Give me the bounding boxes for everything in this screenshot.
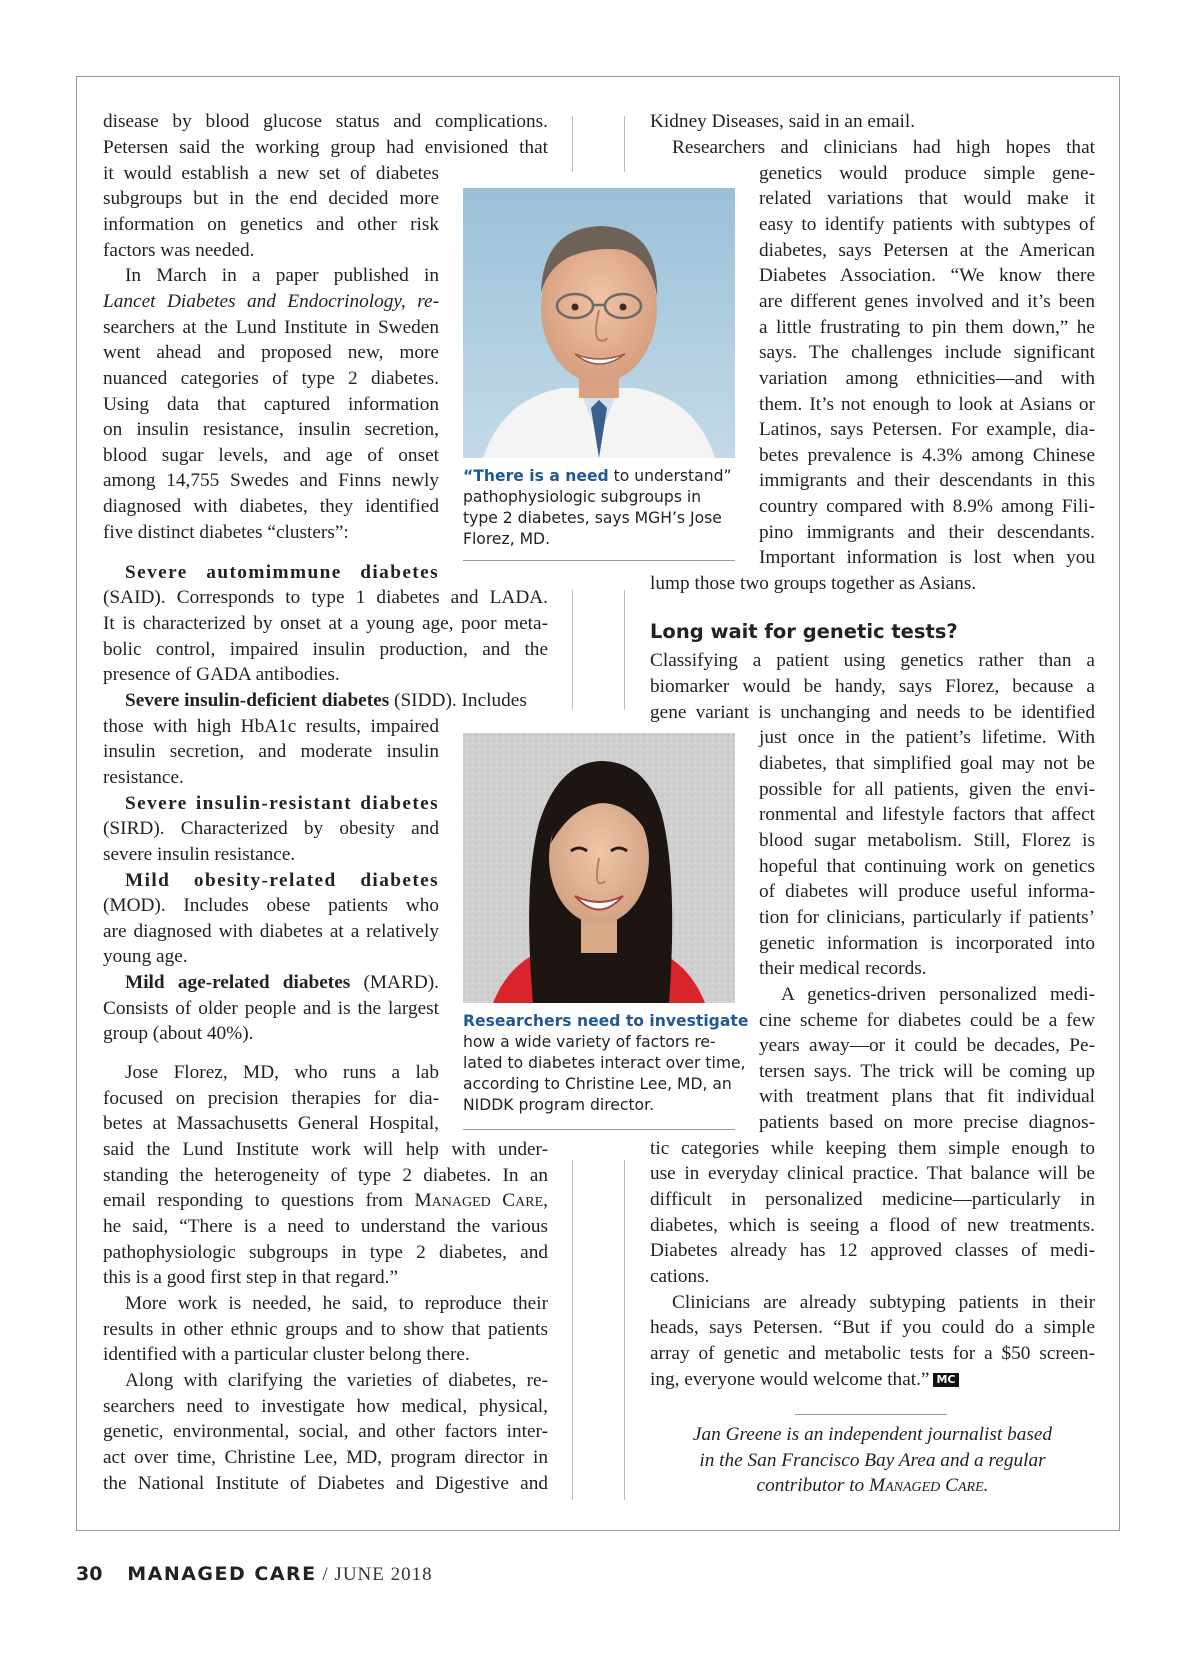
body-line: pino immigrants and their descendants. (759, 522, 1095, 543)
caption-rule (463, 1129, 735, 1130)
column-rule (572, 590, 573, 710)
caption-rule (463, 560, 735, 561)
body-line: Diabetes already has 12 approved classes of medi- (650, 1240, 1095, 1261)
body-line: diabetes, says Petersen at the American (759, 240, 1095, 261)
body-line: presence of GADA antibodies. (103, 664, 340, 685)
body-line: A genetics-driven personalized medi- (781, 984, 1095, 1005)
caption-florez: “There is a need to understand” pathophysiologic subgroups in type 2 diabetes, says MGH’s Jose Florez, MD. (463, 467, 732, 548)
section-heading: Long wait for genetic tests? (650, 620, 958, 643)
body-line: just once in the patient’s lifetime. With (759, 727, 1095, 748)
body-line: related variations that would make it (759, 188, 1095, 209)
body-line: searchers at the Lund Institute in Sweden (103, 317, 439, 338)
body-line: Kidney Diseases, said in an email. (650, 111, 916, 132)
body-line: severe insulin resistance. (103, 844, 296, 865)
body-line: the National Institute of Diabetes and Digestive and (103, 1473, 548, 1494)
body-line: easy to identify patients with subtypes of (759, 214, 1095, 235)
body-line: focused on precision therapies for dia- (103, 1088, 439, 1109)
body-line: bolic control, impaired insulin production, and the (103, 639, 548, 660)
column-rule (624, 116, 625, 172)
body-line: pathophysiologic subgroups in type 2 diabetes, and (103, 1242, 548, 1263)
body-line: years away—or it could be decades, Pe- (759, 1035, 1095, 1056)
body-line: Jose Florez, MD, who runs a lab (125, 1062, 439, 1083)
body-line: their medical records. (759, 958, 927, 979)
photo-jose-florez (463, 188, 735, 458)
cluster-heading: Severe insulin-deficient diabetes (SIDD). Includes (125, 690, 527, 711)
portrait-man-illustration (463, 188, 735, 458)
body-line: he said, “There is a need to understand the various (103, 1216, 548, 1237)
body-line: standing the heterogeneity of type 2 diabetes. In an (103, 1165, 548, 1186)
body-line: among 14,755 Swedes and Finns newly (103, 470, 439, 491)
cluster-heading: Severe automimmune diabetes (125, 562, 439, 583)
body-line: blood sugar levels, and age of onset (103, 445, 439, 466)
body-line: tic categories while keeping them simple enough to (650, 1138, 1095, 1159)
body-line: diabetes, which is seeing a flood of new treatments. (650, 1215, 1095, 1236)
mc-end-mark: MC (933, 1373, 958, 1387)
body-line: genetics would produce simple gene- (759, 163, 1095, 184)
page-number: 30 (76, 1563, 103, 1585)
caption-lee: Researchers need to investigate how a wide variety of factors re- lated to diabetes interact over time, according to Christine Lee, MD, an NIDDK program director. (463, 1012, 749, 1114)
portrait-woman-illustration (463, 733, 735, 1003)
body-line: searchers need to investigate how medical, physical, (103, 1396, 548, 1417)
body-line: on insulin resistance, insulin secretion, (103, 419, 439, 440)
body-line: Classifying a patient using genetics rather than a (650, 650, 1095, 671)
body-line: ing, everyone would welcome that.” MC (650, 1367, 1095, 1393)
body-line: Along with clarifying the varieties of diabetes, re- (125, 1370, 548, 1391)
body-line: it would establish a new set of diabetes (103, 163, 439, 184)
body-line: Diabetes Association. “We know there (759, 265, 1095, 286)
body-line: them. It’s not enough to look at Asians or (759, 394, 1095, 415)
body-line: tersen says. The trick will be coming up (759, 1061, 1095, 1082)
body-line: blood sugar metabolism. Still, Florez is (759, 830, 1095, 851)
body-line: In March in a paper published in (125, 265, 439, 286)
body-line: cations. (650, 1266, 710, 1287)
body-line: diabetes, that simplified goal may not be (759, 753, 1095, 774)
body-line: lump those two groups together as Asians. (650, 573, 977, 594)
body-line: variation among ethnicities—and with (759, 368, 1095, 389)
body-line: (SIRD). Characterized by obesity and (103, 818, 439, 839)
body-line: group (about 40%). (103, 1023, 254, 1044)
body-line: gene variant is unchanging and needs to be identified (650, 702, 1095, 723)
body-line: heads, says Petersen. “But if you could do a simple (650, 1317, 1095, 1338)
body-line (103, 289, 439, 315)
body-line: five distinct diabetes “clusters”: (103, 522, 349, 543)
column-rule (624, 1160, 625, 1500)
page-footer (76, 1563, 433, 1586)
magazine-name: MANAGED CARE (127, 1563, 317, 1585)
body-line: use in everyday clinical practice. That balance will be (650, 1163, 1095, 1184)
body-line: Latinos, says Petersen. For example, dia- (759, 419, 1095, 440)
body-line: genetic information is incorporated into (759, 933, 1095, 954)
body-line: those with high HbA1c results, impaired (103, 716, 439, 737)
body-line: went ahead and proposed new, more (103, 342, 439, 363)
body-line: Using data that captured information (103, 394, 439, 415)
body-line: country compared with 8.9% among Fili- (759, 496, 1095, 517)
body-line: with treatment plans that fit individual (759, 1086, 1095, 1107)
caption-highlight: “There is a need (463, 467, 609, 485)
body-line: insulin secretion, and moderate insulin (103, 741, 439, 762)
body-line: act over time, Christine Lee, MD, program director in (103, 1447, 548, 1468)
body-line: biomarker would be handy, says Florez, because a (650, 676, 1095, 697)
body-line: Researchers and clinicians had high hopes that (672, 137, 1095, 158)
body-line: genetic, environmental, social, and other factors inter- (103, 1421, 548, 1442)
body-line: patients based on more precise diagnos- (759, 1112, 1095, 1133)
body-line: More work is needed, he said, to reproduce their (125, 1293, 548, 1314)
body-line: said the Lund Institute work will help with under- (103, 1139, 548, 1160)
body-line: It is characterized by onset at a young age, poor meta- (103, 613, 548, 634)
issue-date: JUNE 2018 (334, 1564, 433, 1585)
photo-christine-lee (463, 733, 735, 1003)
body-line: disease by blood glucose status and complications. (103, 111, 548, 132)
body-line: nuanced categories of type 2 diabetes. (103, 368, 439, 389)
body-line: a little frustrating to pin them down,” he (759, 317, 1095, 338)
body-line: betes at Massachusetts General Hospital, (103, 1113, 439, 1134)
column-rule (624, 590, 625, 710)
body-line: resistance. (103, 767, 184, 788)
column-rule (572, 116, 573, 172)
body-line: subgroups but in the end decided more (103, 188, 439, 209)
body-line: results in other ethnic groups and to show that patients (103, 1319, 548, 1340)
author-bio-line: in the San Francisco Bay Area and a regular (699, 1450, 1046, 1471)
body-line: says. The challenges include significant (759, 342, 1095, 363)
body-line: (MOD). Includes obese patients who (103, 895, 439, 916)
footer-separator: / (316, 1564, 335, 1585)
body-line: (SAID). Corresponds to type 1 diabetes and LADA. (103, 587, 548, 608)
body-line: identified with a particular cluster belong there. (103, 1344, 470, 1365)
body-line: diagnosed with diabetes, they identified (103, 496, 439, 517)
body-line: difficult in personalized medicine—particularly in (650, 1189, 1095, 1210)
body-line: Important information is lost when you (759, 547, 1095, 568)
author-bio-line: contributor to Managed Care. (756, 1475, 989, 1496)
body-line: are different genes involved and it’s been (759, 291, 1095, 312)
cluster-heading: Mild age-related diabetes (MARD). (125, 972, 439, 993)
bio-rule (795, 1414, 947, 1415)
cluster-heading: Severe insulin-resistant diabetes (125, 793, 439, 814)
body-line: this is a good first step in that regard.” (103, 1267, 399, 1288)
cluster-heading: Mild obesity-related diabetes (125, 870, 439, 891)
body-line: are diagnosed with diabetes at a relatively (103, 921, 439, 942)
body-line: Clinicians are already subtyping patients in their (672, 1292, 1095, 1313)
author-bio-line: Jan Greene is an independent journalist based (692, 1424, 1053, 1445)
body-line: factors was needed. (103, 240, 255, 261)
body-line: hopeful that continuing work on genetics (759, 856, 1095, 877)
body-line: email responding to questions from Managed Care, (103, 1190, 548, 1211)
body-line: information on genetics and other risk (103, 214, 439, 235)
body-line: immigrants and their descendants in this (759, 470, 1095, 491)
body-line: young age. (103, 946, 188, 967)
body-line: Consists of older people and is the largest (103, 998, 439, 1019)
caption-highlight: Researchers need to investigate (463, 1012, 749, 1030)
body-line: betes prevalence is 4.3% among Chinese (759, 445, 1095, 466)
column-rule (572, 1160, 573, 1500)
body-line: tion for clinicians, particularly if patients’ (759, 907, 1095, 928)
body-line: cine scheme for diabetes could be a few (759, 1010, 1095, 1031)
journal-title: Lancet Diabetes and Endocrinology, re- (103, 291, 439, 312)
body-line: Petersen said the working group had envisioned that (103, 137, 548, 158)
body-line: possible for all patients, given the envi- (759, 779, 1095, 800)
body-line: array of genetic and metabolic tests for a $50 screen- (650, 1343, 1095, 1364)
body-line: of diabetes will produce useful informa- (759, 881, 1095, 902)
body-line: ronmental and lifestyle factors that affect (759, 804, 1095, 825)
